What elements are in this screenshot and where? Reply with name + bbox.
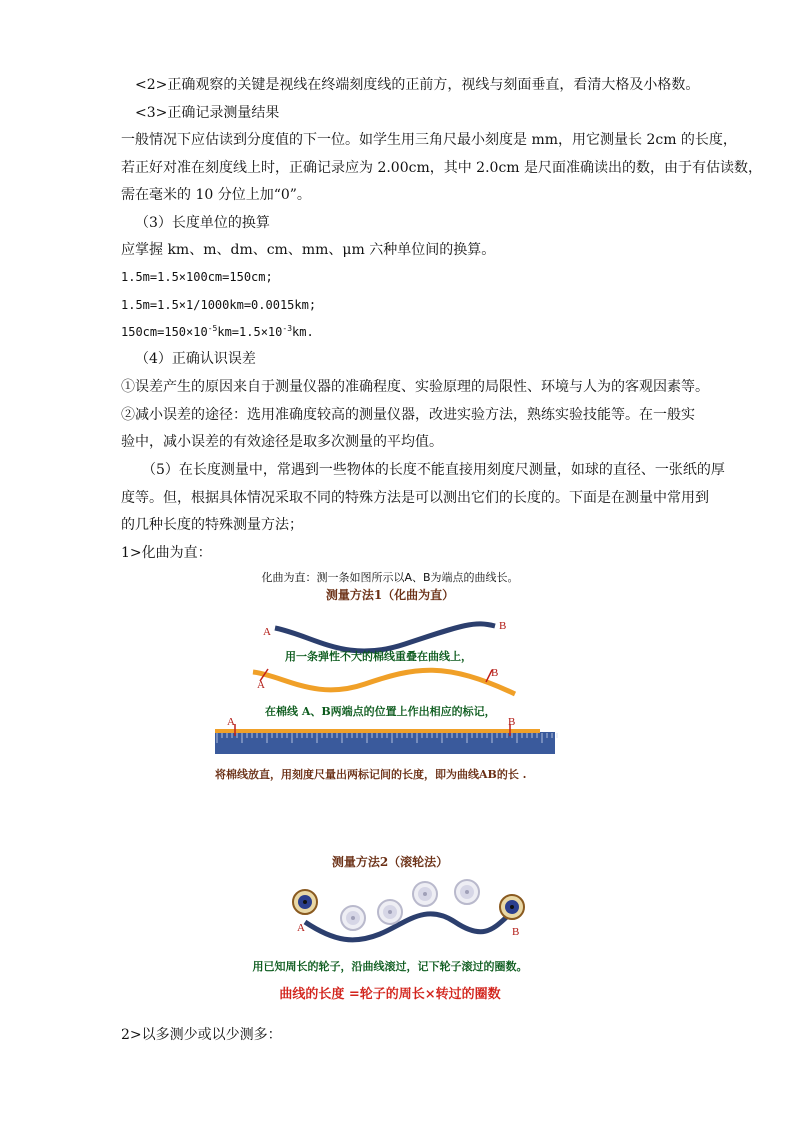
- thread: [253, 670, 515, 694]
- paragraph-reduce-error-1: ②减小误差的途径：选用准确度较高的测量仪器，改进实验方法，熟练实验技能等。在一般实: [121, 407, 695, 423]
- figure1-title: 测量方法1（化曲为直）: [325, 588, 455, 602]
- heading-record-results: <3>正确记录测量结果: [135, 105, 280, 121]
- ruler-label-a: A: [227, 716, 235, 728]
- curve-label-a: A: [263, 626, 271, 638]
- figure-curve-to-straight: [205, 566, 575, 791]
- figure2-title: 测量方法2（滚轮法）: [331, 855, 449, 869]
- paragraph-estimate-3: 需在毫米的 10 分位上加“0”。: [121, 187, 311, 203]
- paragraph-special-methods-3: 的几种长度的特殊测量方法；: [121, 517, 303, 533]
- wheel-label-a: A: [297, 922, 305, 934]
- rolling-curve: [305, 914, 510, 940]
- figure2-formula: 曲线的长度 =轮子的周长×转过的圈数: [279, 987, 501, 1002]
- wheel-icon: [413, 882, 437, 906]
- equation-2: 1.5m=1.5×1/1000km=0.0015km;: [121, 298, 317, 312]
- wheel-label-b: B: [512, 926, 520, 938]
- wheel-icon: [293, 890, 317, 914]
- heading-curve-to-straight: 1>化曲为直：: [121, 545, 212, 561]
- paragraph-error-cause: ①误差产生的原因来自于测量仪器的准确程度、实验原理的局限性、环境与人为的客观因素等。: [121, 379, 709, 395]
- figure2-illustration: [205, 872, 575, 972]
- ruler-label-b: B: [508, 716, 516, 728]
- equation-3: $150cm=150\times 10^{-5}km=1.5\times 10^{-3}km$.: [121, 324, 314, 339]
- straight-thread: [215, 729, 540, 733]
- figure1-step1: 用一条弹性不大的棉线重叠在曲线上，: [285, 650, 472, 663]
- thread-label-b: B: [491, 667, 499, 679]
- heading-error: （4）正确认识误差: [135, 351, 256, 367]
- ruler: [215, 732, 555, 754]
- paragraph-reduce-error-2: 验中，减小误差的有效途径是取多次测量的平均值。: [121, 434, 443, 450]
- wheel-icon: [341, 906, 365, 930]
- paragraph-special-methods-1: （5）在长度测量中，常遇到一些物体的长度不能直接用刻度尺测量，如球的直径、一张纸的厚: [142, 462, 725, 478]
- figure1-step3: 将棉线放直，用刻度尺量出两标记间的长度，即为曲线AB的长 .: [215, 768, 527, 781]
- figure2-caption: 用已知周长的轮子，沿曲线滚过，记下轮子滚过的圈数。: [252, 960, 528, 973]
- heading-unit-conversion: （3）长度单位的换算: [135, 215, 270, 231]
- paragraph-estimate-1: 一般情况下应估读到分度值的下一位。如学生用三角尺最小刻度是 mm，用它测量长 2cm 的长度，: [121, 132, 737, 148]
- paragraph-special-methods-2: 度等。但，根据具体情况采取不同的特殊方法是可以测出它们的长度的。下面是在测量中常用到: [121, 490, 709, 506]
- paragraph-observation: <2>正确观察的关键是视线在终端刻度线的正前方，视线与刻面垂直，看清大格及小格数。: [135, 77, 700, 93]
- figure-rolling-wheel: [205, 850, 575, 1010]
- figure1-step2: 在棉线 A、B两端点的位置上作出相应的标记，: [265, 705, 496, 718]
- thread-label-a: A: [257, 679, 265, 691]
- wheel-icon: [378, 900, 402, 924]
- curve-ab: [275, 624, 495, 651]
- figure1-intro: 化曲为直：测一条如图所示以A、B为端点的曲线长。: [261, 571, 519, 584]
- curve-label-b: B: [499, 620, 507, 632]
- equation-1: 1.5m=1.5×100cm=150cm;: [121, 270, 273, 284]
- wheel-icon: [455, 880, 479, 904]
- wheel-icon: [500, 895, 524, 919]
- paragraph-estimate-2: 若正好对准在刻度线上时，正确记录应为 2.00cm，其中 2.0cm 是尺面准确读出的数，由于有估读数，: [121, 160, 763, 176]
- heading-many-for-few: 2>以多测少或以少测多：: [121, 1027, 282, 1043]
- paragraph-units: 应掌握 km、m、dm、cm、mm、μm 六种单位间的换算。: [121, 242, 496, 258]
